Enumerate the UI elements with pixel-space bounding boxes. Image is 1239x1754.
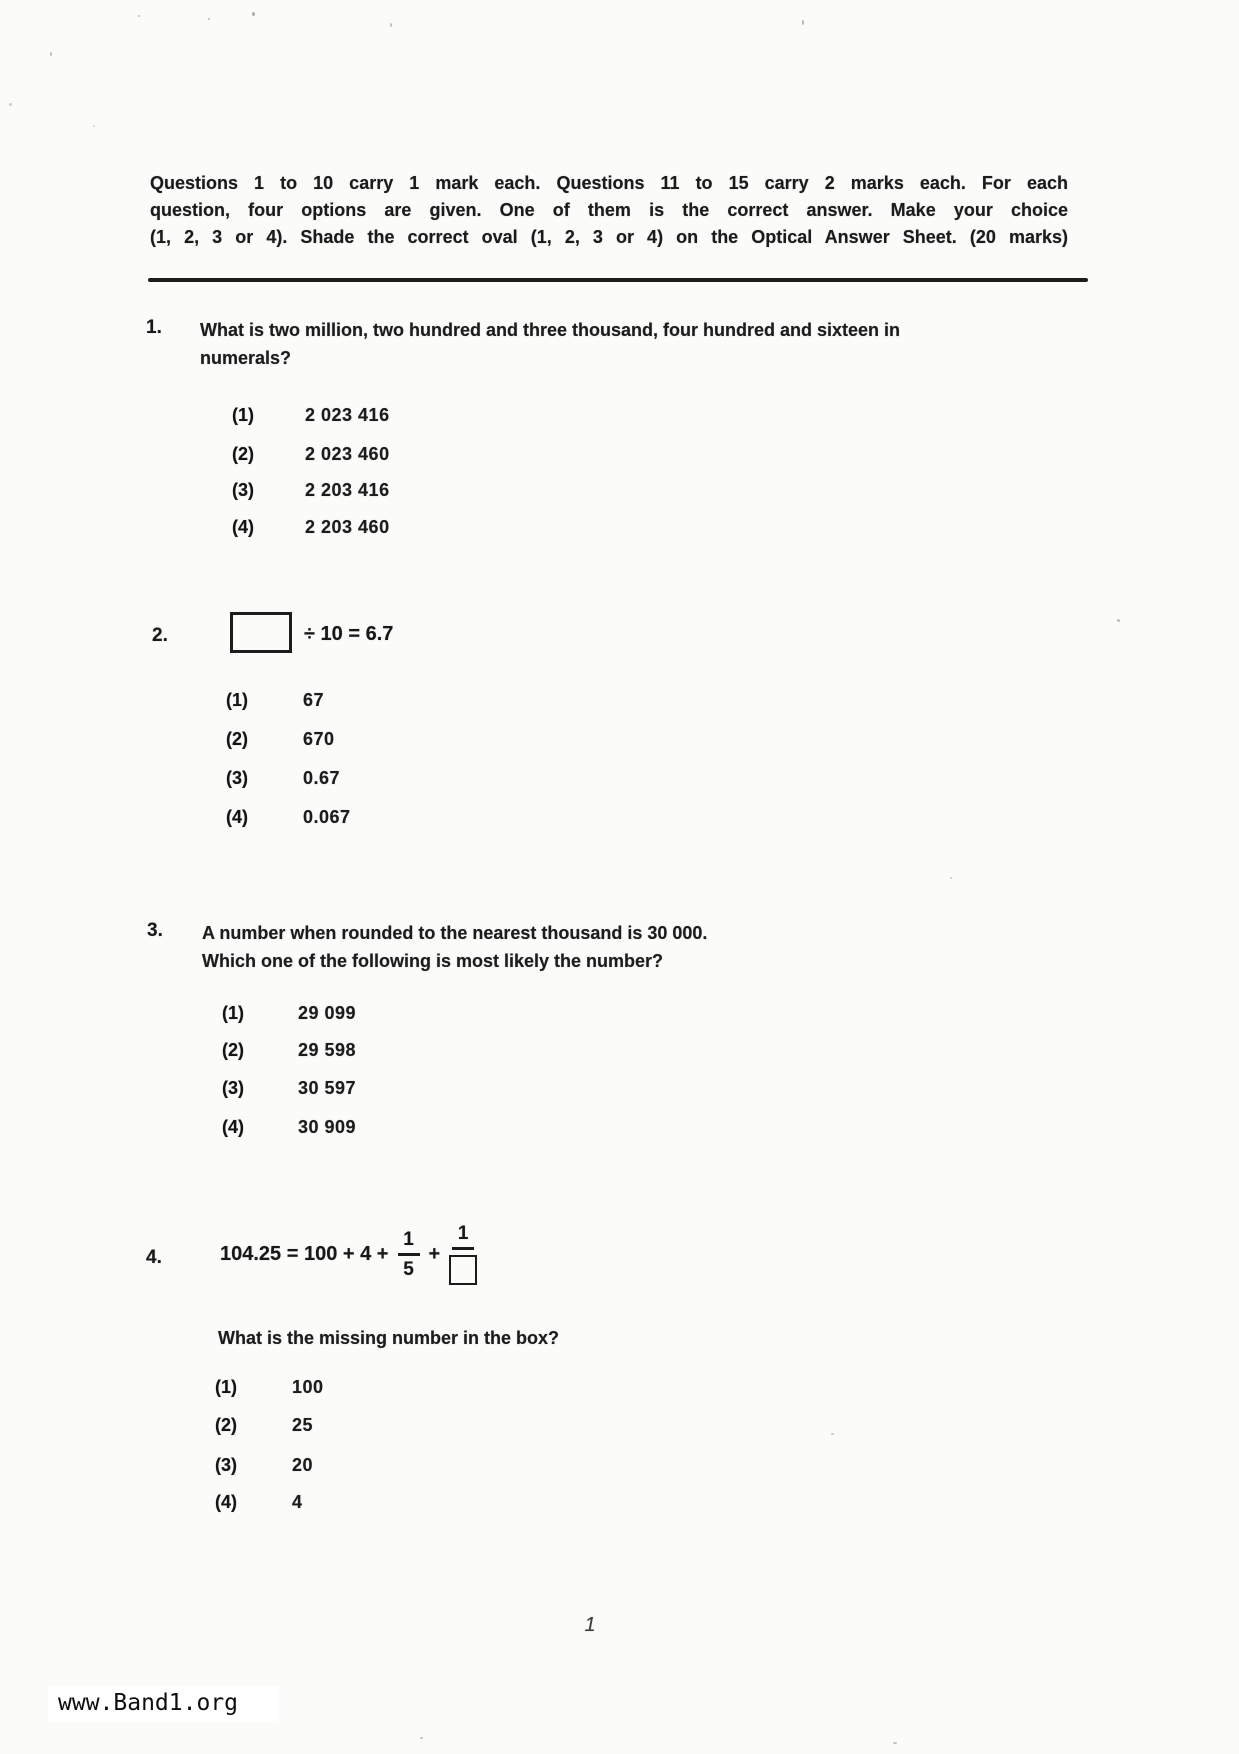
- watermark: www.Band1.org: [48, 1686, 278, 1721]
- option-label: (4): [222, 1117, 244, 1137]
- fraction-numerator: 1: [403, 1229, 414, 1250]
- option-value: 670: [303, 729, 335, 749]
- question-1-line-1: What is two million, two hundred and three thousand, four hundred and sixteen in: [200, 320, 901, 340]
- missing-number-box: [449, 1255, 477, 1285]
- option-label: (1): [222, 1003, 244, 1023]
- scan-speck: [950, 877, 952, 879]
- option-value: 20: [292, 1455, 314, 1475]
- scan-speck: [1117, 619, 1120, 622]
- option-value: 2 023 460: [305, 444, 390, 464]
- scan-speck: [893, 1742, 897, 1744]
- scan-speck: [93, 125, 95, 127]
- option-value: 30 597: [298, 1078, 357, 1098]
- option-label: (4): [226, 807, 248, 827]
- question-3-line-2: Which one of the following is most likely the number?: [202, 951, 664, 971]
- option-value: 2 023 416: [305, 405, 390, 425]
- question-1-text: [200, 316, 1080, 372]
- question-2-equation: ÷ 10 = 6.7: [304, 623, 394, 645]
- scan-speck: [802, 20, 804, 25]
- option-label: (2): [232, 444, 254, 464]
- option-label: (2): [222, 1040, 244, 1060]
- option-value: 2 203 416: [305, 480, 390, 500]
- option-label: (3): [215, 1455, 237, 1475]
- scan-speck: [208, 18, 210, 20]
- option-value: 0.067: [303, 807, 351, 827]
- option-value: 29 598: [298, 1040, 357, 1060]
- scan-speck: [390, 23, 392, 27]
- option-label: (1): [215, 1377, 237, 1397]
- scan-speck: [420, 1737, 423, 1739]
- option-label: (2): [226, 729, 248, 749]
- question-1-number: 1.: [146, 317, 162, 338]
- question-4-subtext: What is the missing number in the box?: [218, 1328, 560, 1348]
- option-value: 2 203 460: [305, 517, 390, 537]
- question-1-line-2: numerals?: [200, 348, 292, 368]
- option-value: 0.67: [303, 768, 341, 788]
- question-3-line-1: A number when rounded to the nearest thousand is 30 000.: [202, 923, 708, 943]
- option-label: (4): [232, 517, 254, 537]
- option-label: (2): [215, 1415, 237, 1435]
- question-3-number: 3.: [147, 920, 163, 941]
- option-value: 67: [303, 690, 325, 710]
- divider-rule: [148, 278, 1088, 282]
- fraction-one-fifth: [398, 1230, 420, 1279]
- scan-speck: [138, 15, 140, 17]
- option-label: (3): [226, 768, 248, 788]
- instructions-line-1: Questions 1 to 10 carry 1 mark each. Questions 11 to 15 carry 2 marks each. For each: [150, 173, 1068, 193]
- question-2-answer-box: [230, 612, 292, 653]
- option-value: 4: [292, 1492, 303, 1512]
- scan-speck: [831, 1433, 834, 1435]
- option-label: (1): [232, 405, 254, 425]
- plus-operator: +: [428, 1242, 441, 1265]
- fraction-denominator: 5: [403, 1258, 414, 1280]
- option-label: (1): [226, 690, 248, 710]
- scan-speck: [252, 12, 255, 16]
- equation-lead: 104.25 = 100 + 4 +: [220, 1242, 389, 1265]
- scan-speck: [9, 103, 12, 106]
- option-label: (3): [222, 1078, 244, 1098]
- scan-speck: [50, 52, 52, 56]
- fraction-numerator: 1: [457, 1223, 469, 1244]
- question-4-equation: [220, 1224, 477, 1285]
- option-value: 29 099: [298, 1003, 357, 1023]
- page-number: 1: [584, 1614, 596, 1636]
- option-label: (4): [215, 1492, 237, 1512]
- instructions-paragraph: [150, 170, 1068, 251]
- fraction-one-over-box: [449, 1224, 477, 1285]
- option-label: (3): [232, 480, 254, 500]
- option-value: 30 909: [298, 1117, 357, 1137]
- question-2-number: 2.: [152, 625, 168, 646]
- option-value: 100: [292, 1377, 324, 1397]
- instructions-line-3: (1, 2, 3 or 4). Shade the correct oval (1, 2, 3 or 4) on the Optical Answer Sheet. (20 marks): [150, 227, 1068, 247]
- question-4-number: 4.: [146, 1247, 162, 1268]
- question-3-text: [202, 919, 1082, 975]
- option-value: 25: [292, 1415, 314, 1435]
- fraction-bar: [452, 1247, 474, 1250]
- instructions-line-2: question, four options are given. One of them is the correct answer. Make your choice: [150, 200, 1068, 220]
